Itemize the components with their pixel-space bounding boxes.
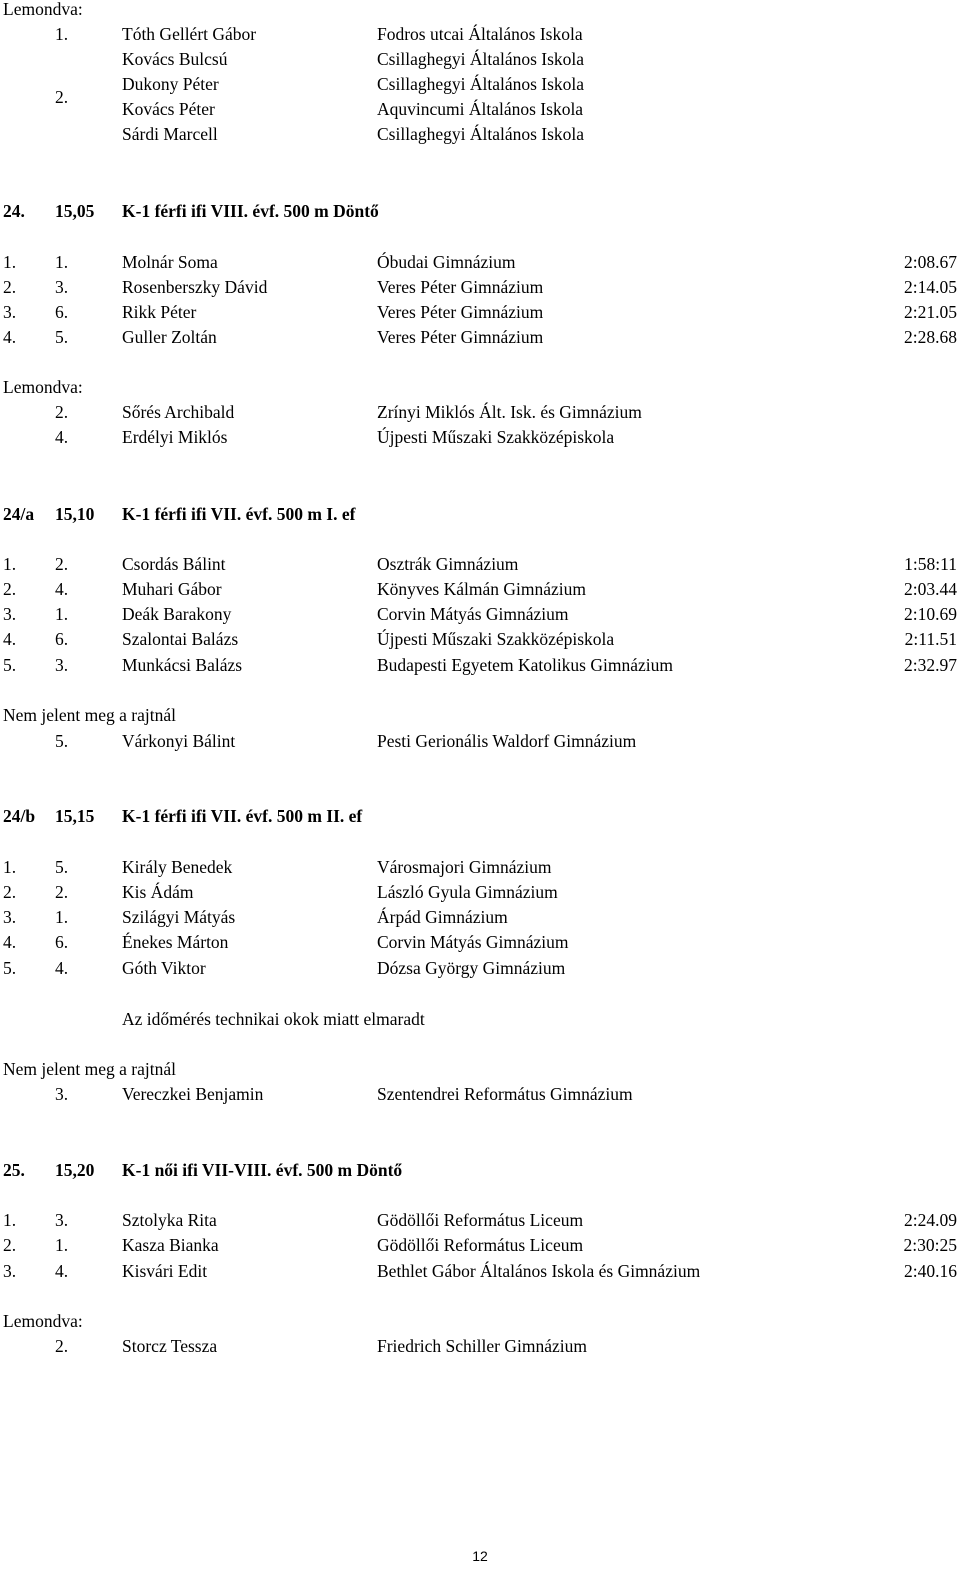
table-row: 2. 3. Rosenberszky Dávid Veres Péter Gimnázium 2:14.05 (3, 277, 957, 297)
table-row: 3. 6. Rikk Péter Veres Péter Gimnázium 2:21.05 (3, 302, 957, 322)
list-item: Sárdi Marcell Csillaghegyi Általános Iskola (122, 124, 585, 144)
list-item: 2. Sőrés Archibald Zrínyi Miklós Ált. Isk. és Gimnázium (55, 402, 642, 422)
table-row: 1. 1. Molnár Soma Óbudai Gimnázium 2:08.67 (3, 252, 957, 272)
table-row: 1. 5. Király Benedek Városmajori Gimnázium (3, 857, 552, 877)
list-item: 3. Vereczkei Benjamin Szentendrei Református Gimnázium (55, 1084, 633, 1104)
page-number: 12 (472, 1548, 488, 1564)
absent-label: Nem jelent meg a rajtnál (3, 1059, 176, 1079)
table-row: 4. 5. Guller Zoltán Veres Péter Gimnázium 2:28.68 (3, 327, 957, 347)
list-item: 4. Erdélyi Miklós Újpesti Műszaki Szakközépiskola (55, 427, 615, 447)
race-heading-24b: 24/b 15,15 K-1 férfi ifi VII. évf. 500 m II. ef (3, 806, 363, 826)
table-row: 2. 4. Muhari Gábor Könyves Kálmán Gimnázium 2:03.44 (3, 579, 957, 599)
absent-label: Nem jelent meg a rajtnál (3, 705, 176, 725)
list-item: Dukony Péter Csillaghegyi Általános Iskola (122, 74, 585, 94)
list-item: 2. Storcz Tessza Friedrich Schiller Gimnázium (55, 1336, 587, 1356)
table-row: 4. 6. Énekes Márton Corvin Mátyás Gimnázium (3, 932, 569, 952)
table-row: 5. 4. Góth Viktor Dózsa György Gimnázium (3, 958, 566, 978)
race-heading-24: 24. 15,05 K-1 férfi ifi VIII. évf. 500 m Döntő (3, 201, 379, 221)
table-row: 3. 4. Kisvári Edit Bethlet Gábor Általános Iskola és Gimnázium 2:40.16 (3, 1261, 957, 1281)
merged-lane-number: 2. (55, 87, 69, 107)
list-item: 1. Tóth Gellért Gábor Fodros utcai Általános Iskola (55, 24, 583, 44)
table-row: 4. 6. Szalontai Balázs Újpesti Műszaki Szakközépiskola 2:11.51 (3, 629, 957, 649)
list-item: Kovács Bulcsú Csillaghegyi Általános Iskola (122, 49, 585, 69)
race-heading-24a: 24/a 15,10 K-1 férfi ifi VII. évf. 500 m I. ef (3, 504, 356, 524)
withdrawn-label: Lemondva: (3, 377, 83, 397)
table-row: 5. 3. Munkácsi Balázs Budapesti Egyetem Katolikus Gimnázium 2:32.97 (3, 655, 957, 675)
table-row: 2. 1. Kasza Bianka Gödöllői Református Liceum 2:30:25 (3, 1235, 957, 1255)
timing-note: Az időmérés technikai okok miatt elmaradt (122, 1009, 425, 1029)
withdrawn-label: Lemondva: (3, 0, 83, 19)
race-heading-25: 25. 15,20 K-1 női ifi VII-VIII. évf. 500 m Döntő (3, 1160, 403, 1180)
table-row: 3. 1. Deák Barakony Corvin Mátyás Gimnázium 2:10.69 (3, 604, 957, 624)
table-row: 2. 2. Kis Ádám László Gyula Gimnázium (3, 882, 558, 902)
table-row: 1. 3. Sztolyka Rita Gödöllői Református Liceum 2:24.09 (3, 1210, 957, 1230)
table-row: 1. 2. Csordás Bálint Osztrák Gimnázium 1:58:11 (3, 554, 957, 574)
list-item: Kovács Péter Aquvincumi Általános Iskola (122, 99, 584, 119)
withdrawn-label: Lemondva: (3, 1311, 83, 1331)
list-item: 5. Várkonyi Bálint Pesti Gerionális Waldorf Gimnázium (55, 731, 637, 751)
table-row: 3. 1. Szilágyi Mátyás Árpád Gimnázium (3, 907, 508, 927)
